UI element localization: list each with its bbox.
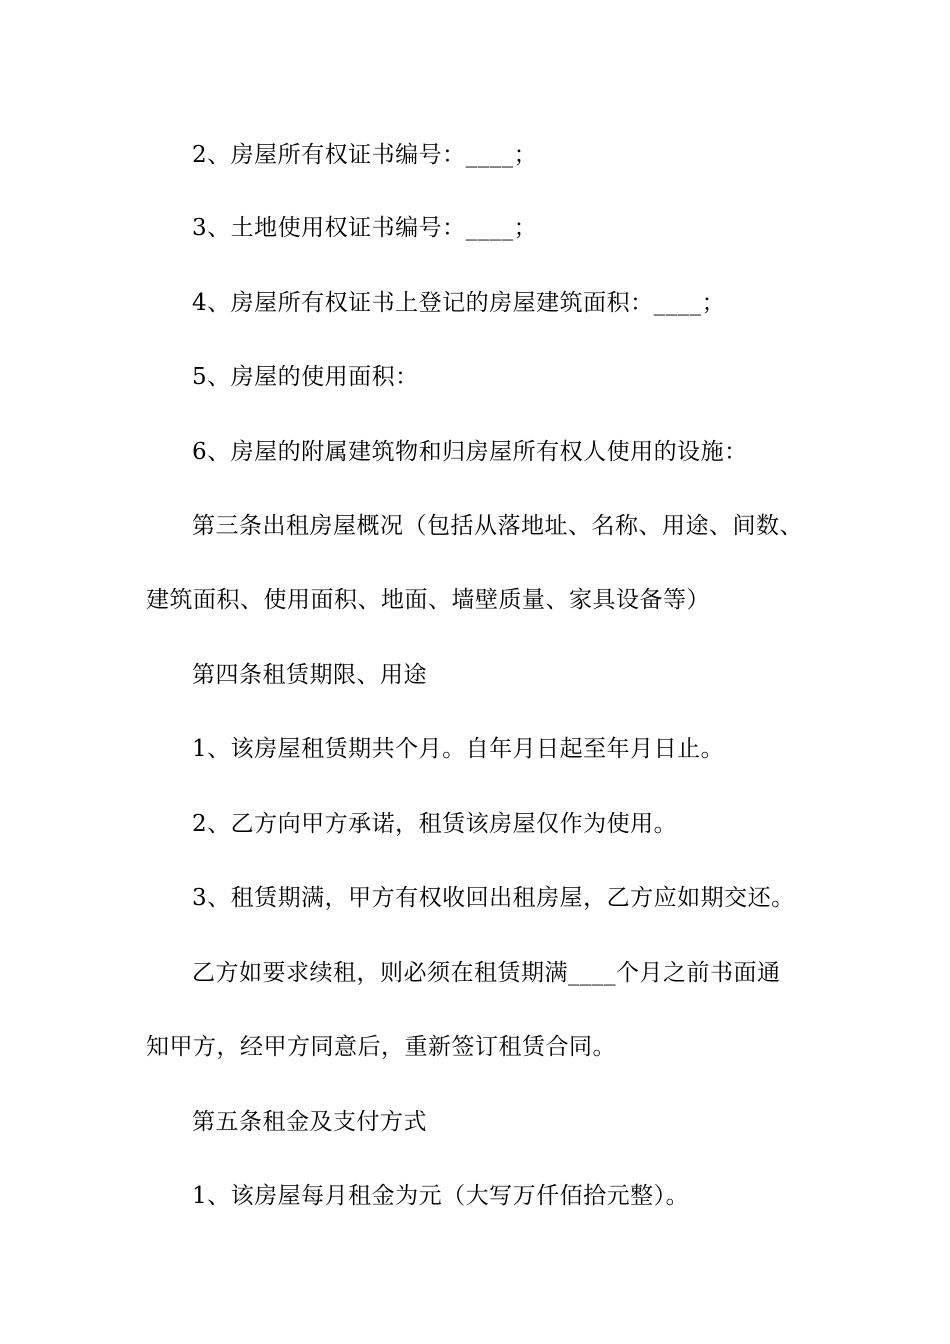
article-4-item-3: 3、租赁期满，甲方有权收回出租房屋，乙方应如期交还。 — [192, 885, 795, 911]
clause-item-2-certificate-number: 2、房屋所有权证书编号：____； — [192, 142, 538, 168]
article-4-item-1: 1、该房屋租赁期共个月。自年月日起至年月日止。 — [192, 736, 725, 762]
article-4-item-2: 2、乙方向甲方承诺，租赁该房屋仅作为使用。 — [192, 811, 678, 837]
clause-item-3-land-certificate-number: 3、土地使用权证书编号：____； — [192, 215, 538, 241]
renewal-paragraph-line-2: 知甲方，经甲方同意后，重新签订租赁合同。 — [146, 1034, 616, 1060]
clause-item-5-usable-area: 5、房屋的使用面积： — [192, 364, 419, 390]
article-5-item-1: 1、该房屋每月租金为元（大写万仟佰拾元整）。 — [192, 1183, 690, 1209]
clause-item-6-facilities: 6、房屋的附属建筑物和归房屋所有权人使用的设施： — [192, 439, 748, 465]
article-4-heading: 第四条租赁期限、用途 — [192, 662, 427, 688]
article-5-heading: 第五条租金及支付方式 — [192, 1109, 427, 1135]
clause-item-4-building-area: 4、房屋所有权证书上登记的房屋建筑面积：____； — [192, 290, 726, 316]
article-3-heading-line-2: 建筑面积、使用面积、地面、墙壁质量、家具设备等） — [146, 587, 710, 613]
article-3-heading-line-1: 第三条出租房屋概况（包括从落地址、名称、用途、间数、 — [192, 513, 803, 539]
renewal-paragraph-line-1: 乙方如要求续租，则必须在租赁期满____个月之前书面通 — [192, 960, 781, 986]
